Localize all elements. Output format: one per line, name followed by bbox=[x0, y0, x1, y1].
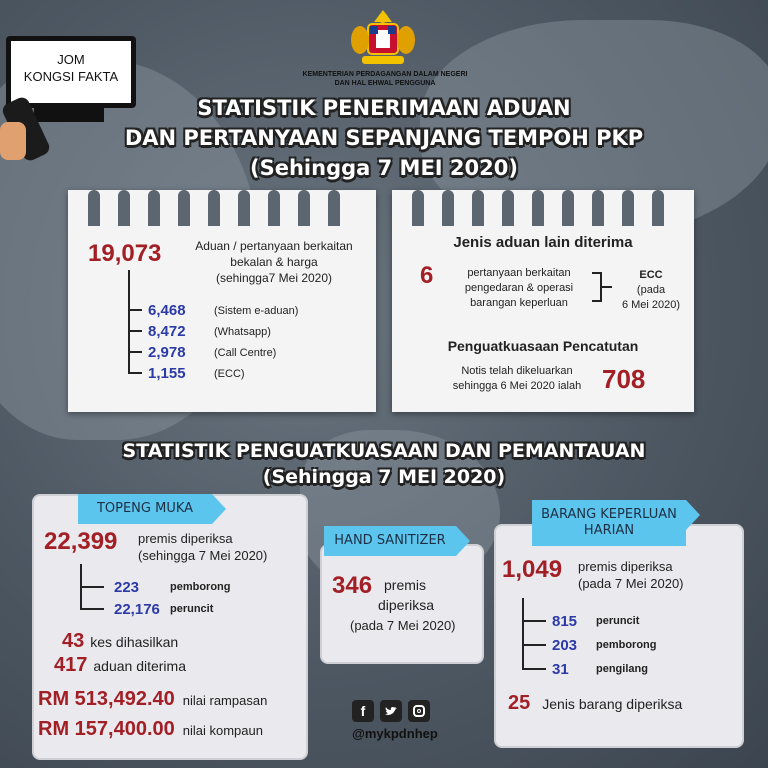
other-heading: Jenis aduan lain diterima bbox=[453, 234, 633, 251]
essentials-desc-line2: (pada 7 Mei 2020) bbox=[578, 576, 684, 591]
tree-branch bbox=[522, 668, 546, 670]
breakdown-value: 22,176 bbox=[114, 600, 160, 618]
compound-value: RM 157,400.00 bbox=[38, 718, 175, 740]
essentials-premises: 1,049 bbox=[502, 556, 563, 583]
paper-hole bbox=[562, 190, 574, 226]
masks-breakdown-row bbox=[114, 576, 231, 598]
channel-value: 2,978 bbox=[148, 344, 186, 361]
breakdown-value: 223 bbox=[114, 578, 140, 596]
seized-row bbox=[38, 688, 267, 711]
channel-row bbox=[148, 342, 348, 363]
paper-hole bbox=[442, 190, 454, 226]
banner-line2: KONGSI FAKTA bbox=[23, 69, 119, 84]
sanitizer-value: 346 bbox=[332, 572, 373, 599]
other-desc bbox=[446, 266, 592, 311]
channel-value: 1,155 bbox=[148, 365, 186, 382]
cases-row bbox=[62, 630, 178, 653]
essentials-tag-line2: HARIAN bbox=[583, 523, 635, 538]
other-desc-line1: pertanyaan berkaitan bbox=[467, 267, 571, 279]
masks-premises: 22,399 bbox=[44, 528, 118, 555]
ministry-line1: KEMENTERIAN PERDAGANGAN DALAM NEGERI bbox=[302, 71, 468, 78]
channel-row bbox=[148, 363, 348, 384]
notice-line2: sehingga 6 Mei 2020 ialah bbox=[452, 380, 582, 392]
title-line3: (Sehingga 7 MEI 2020) bbox=[250, 156, 518, 180]
tree-branch bbox=[80, 608, 104, 610]
paper-hole bbox=[178, 190, 190, 226]
essentials-premises-desc bbox=[578, 558, 684, 592]
tree-branch bbox=[128, 372, 142, 374]
sanitizer-tag: HAND SANITIZER bbox=[324, 526, 456, 556]
tree-branch bbox=[128, 351, 142, 353]
cases-label: kes dihasilkan bbox=[90, 634, 179, 650]
paper-hole bbox=[592, 190, 604, 226]
breakdown-value: 31 bbox=[552, 660, 569, 678]
ecc-note bbox=[614, 268, 688, 313]
types-label: Jenis barang diperiksa bbox=[542, 696, 683, 712]
bracket-tick bbox=[602, 286, 612, 288]
sanitizer-card bbox=[320, 532, 484, 664]
breakdown-label: pemborong bbox=[596, 639, 657, 651]
channel-row bbox=[148, 300, 348, 321]
total-desc-line2: bekalan & harga bbox=[230, 255, 318, 269]
essentials-breakdown-row bbox=[552, 634, 657, 656]
other-desc-line3: barangan keperluan bbox=[470, 297, 568, 309]
cases-value: 43 bbox=[62, 630, 85, 652]
paper-hole bbox=[88, 190, 100, 226]
channel-value: 6,468 bbox=[148, 302, 186, 319]
breakdown-label: pemborong bbox=[170, 581, 231, 593]
seized-label: nilai rampasan bbox=[182, 693, 268, 708]
complaints-row bbox=[54, 654, 186, 677]
ministry-name bbox=[290, 70, 480, 88]
tree-branch bbox=[80, 586, 104, 588]
complaints-panel bbox=[68, 190, 376, 412]
complaints-total: 19,073 bbox=[88, 240, 162, 267]
masks-premises-desc bbox=[138, 530, 267, 564]
ministry-line2: DAN HAL EHWAL PENGGUNA bbox=[334, 80, 436, 87]
tree-line bbox=[522, 598, 524, 670]
ecc-line1: ECC bbox=[639, 269, 663, 281]
pencatutan-heading: Penguatkuasaan Pencatutan bbox=[447, 338, 639, 354]
notice-desc bbox=[432, 364, 602, 394]
types-row bbox=[508, 692, 682, 715]
masks-tag: TOPENG MUKA bbox=[78, 494, 212, 524]
section2-title: STATISTIK PENGUATKUASAAN DAN PEMANTAUAN bbox=[122, 440, 646, 462]
seized-value: RM 513,492.40 bbox=[38, 688, 175, 710]
channel-label: (Sistem e-aduan) bbox=[214, 304, 299, 317]
paper-hole bbox=[502, 190, 514, 226]
essentials-tag bbox=[532, 500, 686, 546]
essentials-card bbox=[494, 506, 744, 748]
paper-hole bbox=[328, 190, 340, 226]
masks-breakdown-row bbox=[114, 598, 213, 620]
channel-label: (Whatsapp) bbox=[214, 325, 271, 338]
essentials-desc-line1: premis diperiksa bbox=[578, 559, 673, 574]
paper-hole bbox=[472, 190, 484, 226]
title-line2: DAN PERTANYAAN SEPANJANG TEMPOH PKP bbox=[124, 126, 644, 150]
total-desc-line1: Aduan / pertanyaan berkaitan bbox=[195, 239, 353, 253]
tree-line bbox=[128, 270, 130, 374]
channel-list bbox=[148, 300, 348, 384]
other-count: 6 bbox=[420, 262, 434, 289]
sanitizer-desc-line3: (pada 7 Mei 2020) bbox=[350, 618, 456, 633]
twitter-icon[interactable] bbox=[380, 700, 402, 722]
complaints-total-desc bbox=[176, 238, 372, 286]
compound-label: nilai kompaun bbox=[182, 723, 263, 738]
complaints-label: aduan diterima bbox=[93, 658, 186, 674]
channel-label: (ECC) bbox=[214, 367, 245, 380]
complaints-value: 417 bbox=[54, 654, 88, 676]
notice-value: 708 bbox=[602, 364, 646, 394]
paper-hole bbox=[532, 190, 544, 226]
banner-line1: JOM bbox=[57, 52, 85, 67]
paper-hole bbox=[268, 190, 280, 226]
paper-hole bbox=[118, 190, 130, 226]
tree-branch bbox=[522, 644, 546, 646]
tree-branch bbox=[128, 309, 142, 311]
essentials-tag-line1: BARANG KEPERLUAN bbox=[541, 506, 677, 522]
paper-hole bbox=[148, 190, 160, 226]
paper-hole bbox=[298, 190, 310, 226]
ecc-line2: (pada bbox=[636, 284, 666, 296]
channel-row bbox=[148, 321, 348, 342]
breakdown-label: peruncit bbox=[596, 615, 640, 627]
jom-kongsi-fakta-banner bbox=[11, 41, 131, 103]
title-line1: STATISTIK PENERIMAAN ADUAN bbox=[197, 96, 571, 120]
other-desc-line2: pengedaran & operasi bbox=[464, 282, 574, 294]
sanitizer-desc-line1: premis bbox=[384, 577, 427, 593]
breakdown-label: peruncit bbox=[170, 603, 214, 615]
bracket bbox=[592, 272, 602, 302]
paper-hole bbox=[652, 190, 664, 226]
sanitizer-desc bbox=[384, 576, 426, 594]
other-complaints-panel bbox=[392, 190, 694, 412]
essentials-breakdown-row bbox=[552, 658, 648, 680]
paper-hole bbox=[412, 190, 424, 226]
notice-line1: Notis telah dikeluarkan bbox=[461, 365, 573, 377]
paper-hole bbox=[208, 190, 220, 226]
paper-hole bbox=[622, 190, 634, 226]
masks-card bbox=[32, 494, 308, 760]
compound-row bbox=[38, 718, 263, 741]
tree-branch bbox=[128, 330, 142, 332]
channel-value: 8,472 bbox=[148, 323, 186, 340]
coat-of-arms-icon bbox=[348, 8, 418, 68]
ecc-line3: 6 Mei 2020) bbox=[621, 299, 681, 311]
social-icons bbox=[352, 700, 430, 722]
section2-subtitle: (Sehingga 7 MEI 2020) bbox=[262, 466, 506, 488]
channel-label: (Call Centre) bbox=[214, 346, 277, 359]
breakdown-value: 815 bbox=[552, 612, 578, 630]
essentials-breakdown-row bbox=[552, 610, 639, 632]
social-handle[interactable]: @mykpdnhep bbox=[352, 726, 438, 741]
breakdown-label: pengilang bbox=[596, 663, 648, 675]
paper-hole bbox=[238, 190, 250, 226]
types-value: 25 bbox=[508, 692, 531, 714]
instagram-icon[interactable] bbox=[408, 700, 430, 722]
facebook-icon[interactable]: f bbox=[352, 700, 374, 722]
breakdown-value: 203 bbox=[552, 636, 578, 654]
masks-desc-line1: premis diperiksa bbox=[138, 531, 233, 546]
total-desc-line3: (sehingga7 Mei 2020) bbox=[215, 271, 333, 285]
sanitizer-desc-line2: diperiksa bbox=[378, 597, 435, 613]
tree-branch bbox=[522, 620, 546, 622]
masks-desc-line2: (sehingga 7 Mei 2020) bbox=[138, 548, 268, 563]
